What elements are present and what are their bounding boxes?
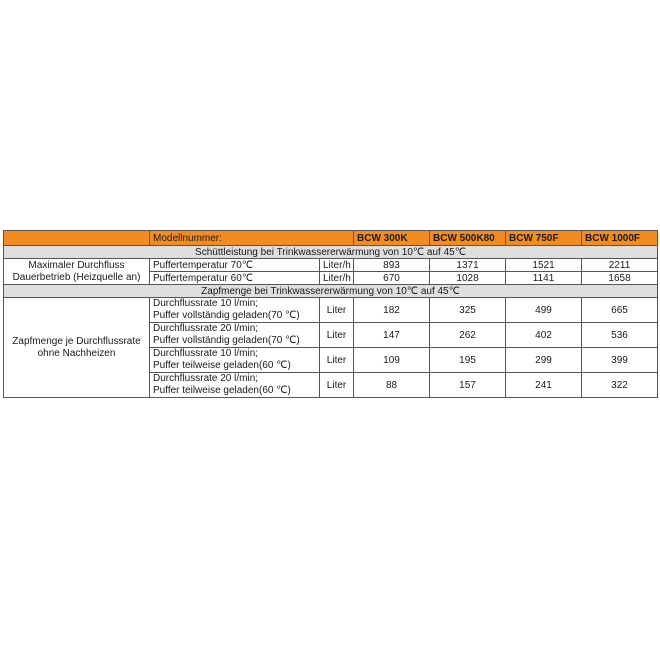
value-cell: 1141 <box>506 272 582 285</box>
row-unit: Liter <box>320 323 354 348</box>
row-unit: Liter <box>320 298 354 323</box>
spec-table <box>3 230 658 398</box>
row-unit: Liter <box>320 373 354 398</box>
value-cell: 893 <box>354 259 430 272</box>
value-cell: 299 <box>506 348 582 373</box>
group-label-line: Zapfmenge je Durchflussrate <box>12 335 141 347</box>
value-cell: 322 <box>582 373 658 398</box>
value-cell: 147 <box>354 323 430 348</box>
row-description <box>150 373 320 398</box>
value-cell: 1371 <box>430 259 506 272</box>
header-row <box>4 231 658 246</box>
model-number-label: Modellnummer: <box>150 231 354 246</box>
header-blank-cell <box>4 231 150 246</box>
row-description-line: Puffer vollständig geladen(70 ℃) <box>153 310 300 321</box>
group-label-draw-volume <box>4 298 150 398</box>
value-cell: 195 <box>430 348 506 373</box>
value-cell: 262 <box>430 323 506 348</box>
row-description-line: Durchflussrate 10 l/min; <box>153 298 259 309</box>
value-cell: 157 <box>430 373 506 398</box>
row-description <box>150 348 320 373</box>
row-description-line: Durchflussrate 20 l/min; <box>153 323 259 334</box>
model-header: BCW 750F <box>506 231 582 246</box>
section-title-volume: Zapfmenge bei Trinkwassererwärmung von 10℃ auf 45℃ <box>4 285 658 298</box>
row-description-line: Durchflussrate 10 l/min; <box>153 348 259 359</box>
value-cell: 1028 <box>430 272 506 285</box>
group-label-line: ohne Nachheizen <box>37 347 116 359</box>
value-cell: 182 <box>354 298 430 323</box>
value-cell: 665 <box>582 298 658 323</box>
section-row <box>4 285 658 298</box>
row-unit: Liter <box>320 348 354 373</box>
row-description-line: Puffer teilweise geladen(60 ℃) <box>153 360 291 371</box>
value-cell: 402 <box>506 323 582 348</box>
section-title-output: Schüttleistung bei Trinkwassererwärmung von 10℃ auf 45℃ <box>4 246 658 259</box>
value-cell: 325 <box>430 298 506 323</box>
group-label-max-flow <box>4 259 150 285</box>
row-description-line: Durchflussrate 20 l/min; <box>153 373 259 384</box>
value-cell: 241 <box>506 373 582 398</box>
group-label-line: Dauerbetrieb (Heizquelle an) <box>12 271 141 283</box>
value-cell: 670 <box>354 272 430 285</box>
value-cell: 399 <box>582 348 658 373</box>
value-cell: 2211 <box>582 259 658 272</box>
row-description <box>150 298 320 323</box>
row-description <box>150 323 320 348</box>
group-label-line: Maximaler Durchfluss <box>28 259 125 271</box>
value-cell: 499 <box>506 298 582 323</box>
table-row <box>4 298 658 323</box>
row-description-line: Puffer teilweise geladen(60 ℃) <box>153 385 291 396</box>
row-unit: Liter/h <box>320 259 354 272</box>
row-unit: Liter/h <box>320 272 354 285</box>
section-row <box>4 246 658 259</box>
value-cell: 88 <box>354 373 430 398</box>
model-header: BCW 300K <box>354 231 430 246</box>
table-row <box>4 259 658 272</box>
value-cell: 1658 <box>582 272 658 285</box>
value-cell: 1521 <box>506 259 582 272</box>
value-cell: 109 <box>354 348 430 373</box>
row-description: Puffertemperatur 70℃ <box>150 259 320 272</box>
model-header: BCW 1000F <box>582 231 658 246</box>
row-description-line: Puffer vollständig geladen(70 ℃) <box>153 335 300 346</box>
model-header: BCW 500K80 <box>430 231 506 246</box>
row-description: Puffertemperatur 60℃ <box>150 272 320 285</box>
value-cell: 536 <box>582 323 658 348</box>
